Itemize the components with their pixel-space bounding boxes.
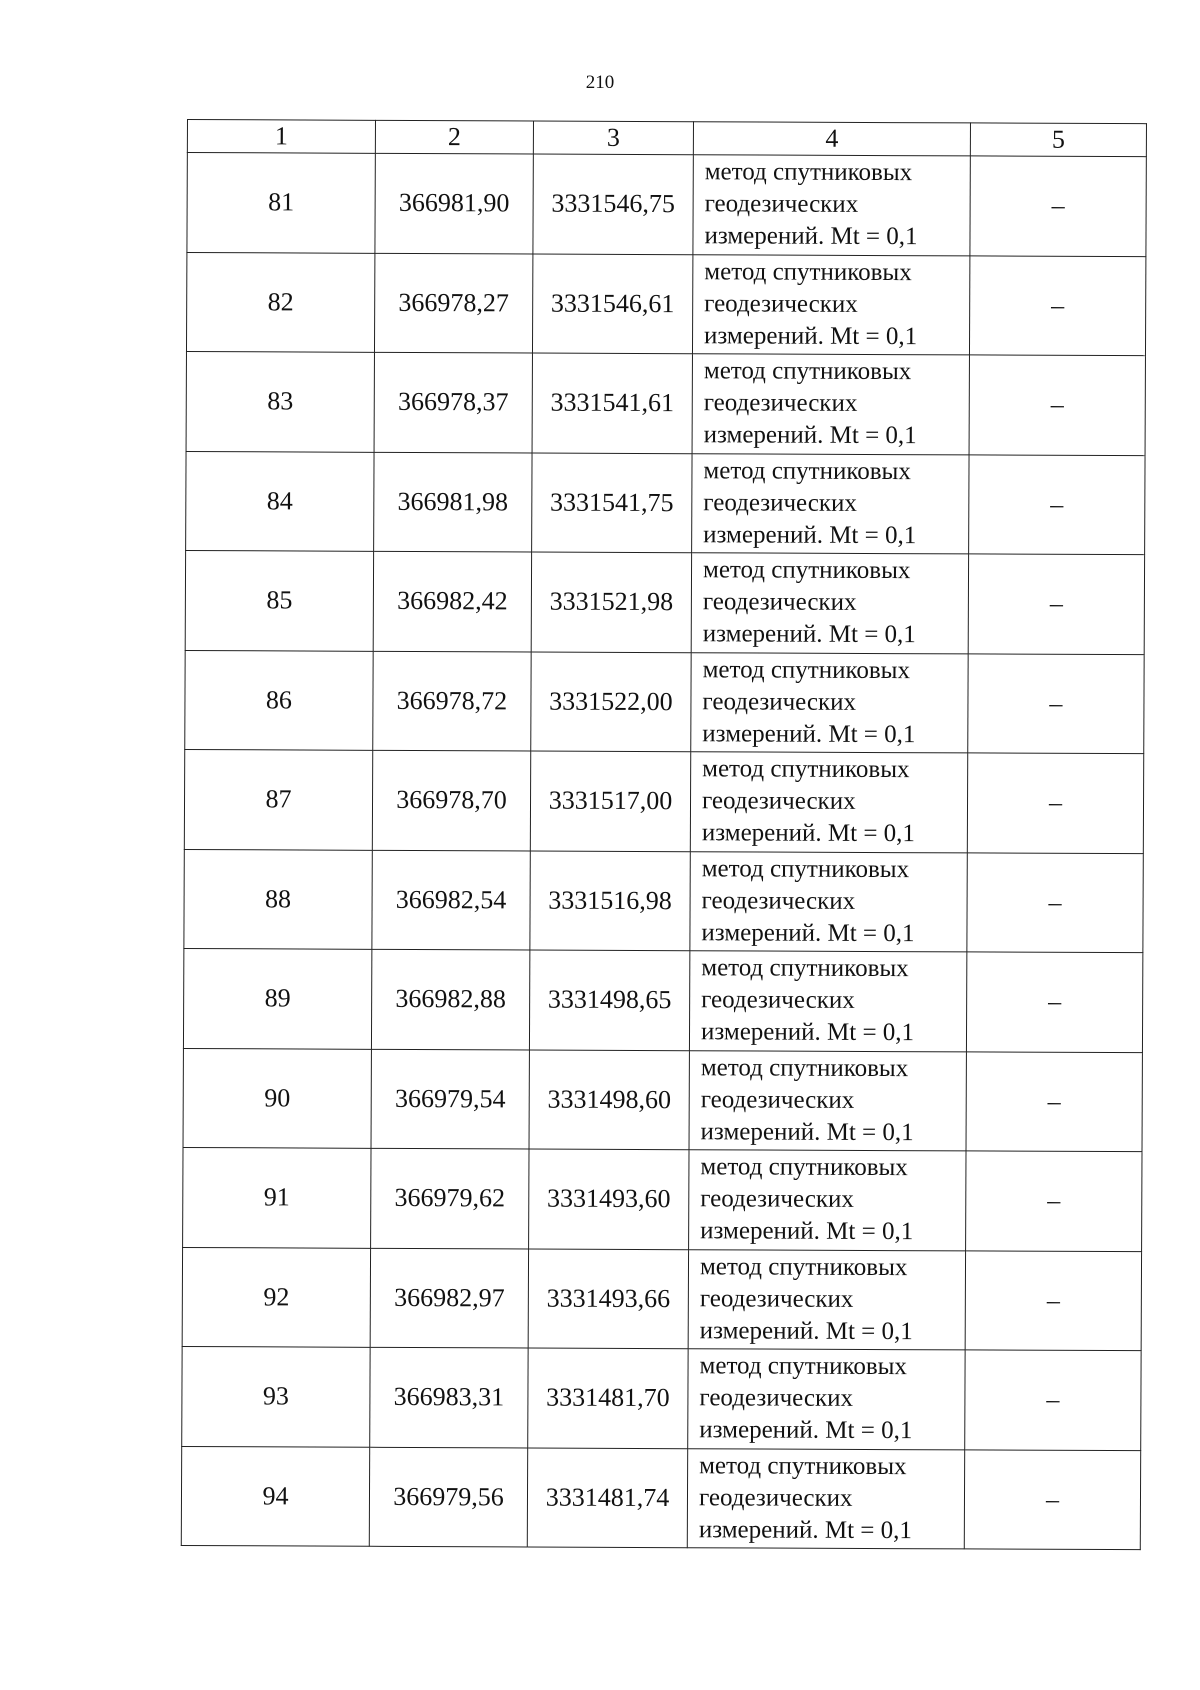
table-row bbox=[183, 948, 1142, 1052]
method-line: метод спутниковых bbox=[699, 1252, 908, 1281]
table-row bbox=[186, 451, 1145, 555]
method-cell bbox=[688, 1249, 965, 1350]
table-row bbox=[184, 749, 1143, 853]
note-cell: – bbox=[965, 1250, 1141, 1350]
method-line: геодезических bbox=[702, 588, 857, 617]
table-row bbox=[185, 650, 1144, 754]
method-line: измерений. Mt = 0,1 bbox=[703, 521, 917, 549]
method-line: измерений. Mt = 0,1 bbox=[702, 720, 916, 748]
method-line: измерений. Mt = 0,1 bbox=[700, 1118, 914, 1146]
method-line: измерений. Mt = 0,1 bbox=[701, 819, 916, 848]
coordinates-table-wrapper bbox=[181, 119, 1146, 1550]
method-line: метод спутниковых bbox=[700, 1153, 908, 1182]
method-line: измерений. Mt = 0,1 bbox=[700, 1217, 914, 1246]
coordinate-x-cell: 366978,27 bbox=[374, 253, 532, 353]
note-cell: – bbox=[967, 753, 1143, 853]
point-number-cell: 82 bbox=[186, 252, 374, 352]
coordinate-x-cell: 366982,88 bbox=[371, 949, 529, 1049]
table-row bbox=[183, 1147, 1142, 1251]
coordinate-y-cell: 3331546,61 bbox=[532, 254, 692, 354]
note-cell: – bbox=[969, 255, 1145, 355]
table-row bbox=[183, 1048, 1142, 1152]
method-line: геодезических bbox=[701, 787, 856, 816]
coordinate-y-cell: 3331517,00 bbox=[530, 751, 690, 851]
coordinate-y-cell: 3331493,66 bbox=[528, 1249, 688, 1349]
method-cell bbox=[692, 254, 969, 355]
coordinate-y-cell: 3331493,60 bbox=[529, 1149, 689, 1249]
method-line: метод спутниковых bbox=[700, 1054, 909, 1082]
table-row bbox=[185, 550, 1144, 654]
method-cell bbox=[693, 155, 970, 256]
coordinate-y-cell: 3331521,98 bbox=[531, 552, 691, 652]
note-cell: – bbox=[965, 1350, 1141, 1450]
coordinate-x-cell: 366978,70 bbox=[372, 750, 530, 850]
method-line: метод спутниковых bbox=[701, 855, 910, 883]
table-row bbox=[187, 153, 1146, 257]
coordinate-x-cell: 366978,72 bbox=[373, 651, 531, 751]
method-line: метод спутниковых bbox=[701, 954, 909, 983]
coordinate-x-cell: 366981,98 bbox=[374, 452, 532, 552]
column-header-2: 2 bbox=[375, 120, 533, 154]
table-body bbox=[181, 153, 1146, 1550]
method-line: метод спутниковых bbox=[703, 357, 912, 386]
note-cell: – bbox=[966, 1151, 1142, 1251]
note-cell: – bbox=[969, 454, 1145, 554]
method-cell bbox=[692, 354, 969, 455]
note-cell: – bbox=[969, 355, 1145, 455]
method-cell bbox=[689, 951, 966, 1052]
coordinate-y-cell: 3331522,00 bbox=[531, 652, 691, 752]
method-line: измерений. Mt = 0,1 bbox=[703, 421, 917, 450]
note-cell: – bbox=[964, 1449, 1140, 1549]
method-line: метод спутниковых bbox=[703, 457, 911, 485]
coordinate-y-cell: 3331546,75 bbox=[533, 154, 693, 254]
method-cell bbox=[688, 1349, 965, 1450]
method-cell bbox=[690, 752, 967, 853]
table-header-row bbox=[187, 120, 1146, 157]
coordinate-y-cell: 3331498,60 bbox=[529, 1050, 689, 1150]
point-number-cell: 84 bbox=[186, 451, 374, 551]
method-line: геодезических bbox=[699, 1284, 854, 1313]
method-line: геодезических bbox=[704, 290, 858, 318]
coordinate-x-cell: 366979,56 bbox=[369, 1447, 527, 1547]
method-line: измерений. Mt = 0,1 bbox=[700, 1018, 915, 1047]
column-header-1: 1 bbox=[187, 120, 375, 154]
coordinate-x-cell: 366979,62 bbox=[371, 1148, 529, 1248]
method-line: метод спутниковых bbox=[699, 1451, 907, 1480]
table-row bbox=[181, 1446, 1140, 1550]
method-cell bbox=[691, 652, 968, 753]
method-line: измерений. Mt = 0,1 bbox=[702, 620, 916, 649]
method-line: измерений. Mt = 0,1 bbox=[699, 1316, 913, 1345]
coordinate-x-cell: 366982,97 bbox=[370, 1248, 528, 1348]
table-row bbox=[186, 351, 1145, 455]
method-cell bbox=[689, 1150, 966, 1251]
method-line: геодезических bbox=[700, 1086, 855, 1114]
point-number-cell: 81 bbox=[187, 153, 375, 253]
method-cell bbox=[689, 1050, 966, 1151]
coordinate-y-cell: 3331481,74 bbox=[527, 1447, 687, 1547]
note-cell: – bbox=[968, 554, 1144, 654]
note-cell: – bbox=[967, 852, 1143, 952]
point-number-cell: 93 bbox=[182, 1346, 370, 1446]
method-line: метод спутниковых bbox=[702, 656, 911, 684]
method-line: геодезических bbox=[703, 489, 857, 517]
table-row bbox=[184, 849, 1143, 953]
method-line: измерений. Mt = 0,1 bbox=[701, 919, 915, 947]
coordinate-x-cell: 366983,31 bbox=[370, 1347, 528, 1447]
method-line: геодезических bbox=[701, 986, 855, 1015]
method-line: геодезических bbox=[699, 1384, 854, 1413]
table-row bbox=[186, 252, 1145, 356]
method-line: измерений. Mt = 0,1 bbox=[698, 1515, 912, 1544]
column-header-5: 5 bbox=[970, 123, 1146, 157]
point-number-cell: 94 bbox=[181, 1446, 369, 1546]
method-line: метод спутниковых bbox=[704, 158, 913, 187]
method-cell bbox=[691, 553, 968, 654]
table-row bbox=[182, 1247, 1141, 1351]
page-number: 210 bbox=[585, 72, 615, 93]
coordinate-x-cell: 366982,42 bbox=[373, 551, 531, 651]
point-number-cell: 88 bbox=[184, 849, 372, 949]
coordinate-y-cell: 3331481,70 bbox=[528, 1348, 688, 1448]
method-line: метод спутниковых bbox=[699, 1352, 908, 1381]
method-line: измерений. Mt = 0,1 bbox=[704, 322, 918, 350]
note-cell: – bbox=[966, 1051, 1142, 1151]
point-number-cell: 89 bbox=[183, 948, 371, 1048]
method-cell bbox=[690, 851, 967, 952]
coordinate-y-cell: 3331498,65 bbox=[529, 950, 689, 1050]
method-line: измерений. Mt = 0,1 bbox=[699, 1416, 913, 1445]
table-row bbox=[182, 1346, 1141, 1450]
note-cell: – bbox=[968, 653, 1144, 753]
method-cell bbox=[692, 453, 969, 554]
coordinate-y-cell: 3331541,75 bbox=[532, 453, 692, 553]
method-line: метод спутниковых bbox=[704, 258, 912, 286]
method-line: измерений. Mt = 0,1 bbox=[704, 222, 918, 251]
note-cell: – bbox=[966, 952, 1142, 1052]
point-number-cell: 86 bbox=[185, 650, 373, 750]
column-header-3: 3 bbox=[533, 121, 693, 155]
method-line: метод спутниковых bbox=[702, 755, 910, 784]
coordinate-x-cell: 366978,37 bbox=[374, 352, 532, 452]
point-number-cell: 83 bbox=[186, 351, 374, 451]
point-number-cell: 85 bbox=[185, 550, 373, 650]
method-cell bbox=[687, 1448, 964, 1549]
method-line: геодезических bbox=[701, 887, 856, 915]
coordinate-y-cell: 3331516,98 bbox=[530, 851, 690, 951]
point-number-cell: 87 bbox=[184, 749, 372, 849]
method-line: геодезических bbox=[704, 190, 859, 219]
coordinate-x-cell: 366981,90 bbox=[375, 153, 533, 253]
method-line: метод спутниковых bbox=[702, 556, 911, 585]
note-cell: – bbox=[970, 156, 1146, 256]
coordinate-y-cell: 3331541,61 bbox=[532, 353, 692, 453]
coordinate-x-cell: 366982,54 bbox=[372, 850, 530, 950]
method-line: геодезических bbox=[698, 1483, 853, 1512]
coordinates-table bbox=[181, 119, 1147, 1550]
point-number-cell: 92 bbox=[182, 1247, 370, 1347]
method-line: геодезических bbox=[703, 389, 858, 418]
point-number-cell: 90 bbox=[183, 1048, 371, 1148]
method-line: геодезических bbox=[700, 1185, 854, 1214]
point-number-cell: 91 bbox=[183, 1147, 371, 1247]
method-line: геодезических bbox=[702, 688, 857, 716]
column-header-4: 4 bbox=[693, 122, 970, 156]
coordinate-x-cell: 366979,54 bbox=[371, 1049, 529, 1149]
